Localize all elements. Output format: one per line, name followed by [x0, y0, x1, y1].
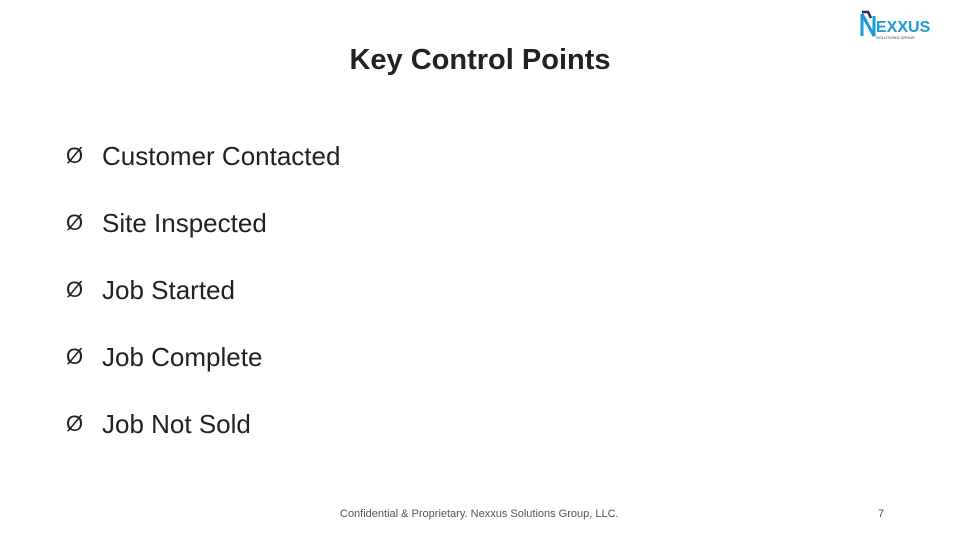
list-item: [66, 406, 340, 473]
list-item: [66, 138, 340, 205]
bullet-list: [66, 138, 340, 473]
list-item: [66, 339, 340, 406]
bullet-text: Customer Contacted: [102, 141, 341, 171]
arrow-bullet-icon: Ø: [66, 344, 84, 369]
bullet-text: Job Started: [102, 275, 235, 305]
bullet-text: Job Not Sold: [102, 409, 251, 439]
bullet-text: Job Complete: [102, 342, 263, 372]
slide-title: Key Control Points: [349, 44, 611, 76]
list-item: [66, 205, 340, 272]
arrow-bullet-icon: Ø: [66, 277, 84, 302]
arrow-bullet-icon: Ø: [66, 210, 84, 235]
arrow-bullet-icon: Ø: [66, 411, 84, 436]
footer-confidentiality: Confidential & Proprietary. Nexxus Solutions Group, LLC.: [340, 508, 619, 520]
logo-tagline: SOLUTIONS GROUP: [876, 35, 915, 40]
page-number: 7: [878, 508, 885, 520]
arrow-bullet-icon: Ø: [66, 143, 84, 168]
list-item: [66, 272, 340, 339]
nexxus-logo: [858, 8, 936, 42]
logo-wordmark: EXXUS: [876, 19, 931, 36]
bullet-text: Site Inspected: [102, 208, 267, 238]
nexxus-logo-icon: [858, 8, 936, 42]
